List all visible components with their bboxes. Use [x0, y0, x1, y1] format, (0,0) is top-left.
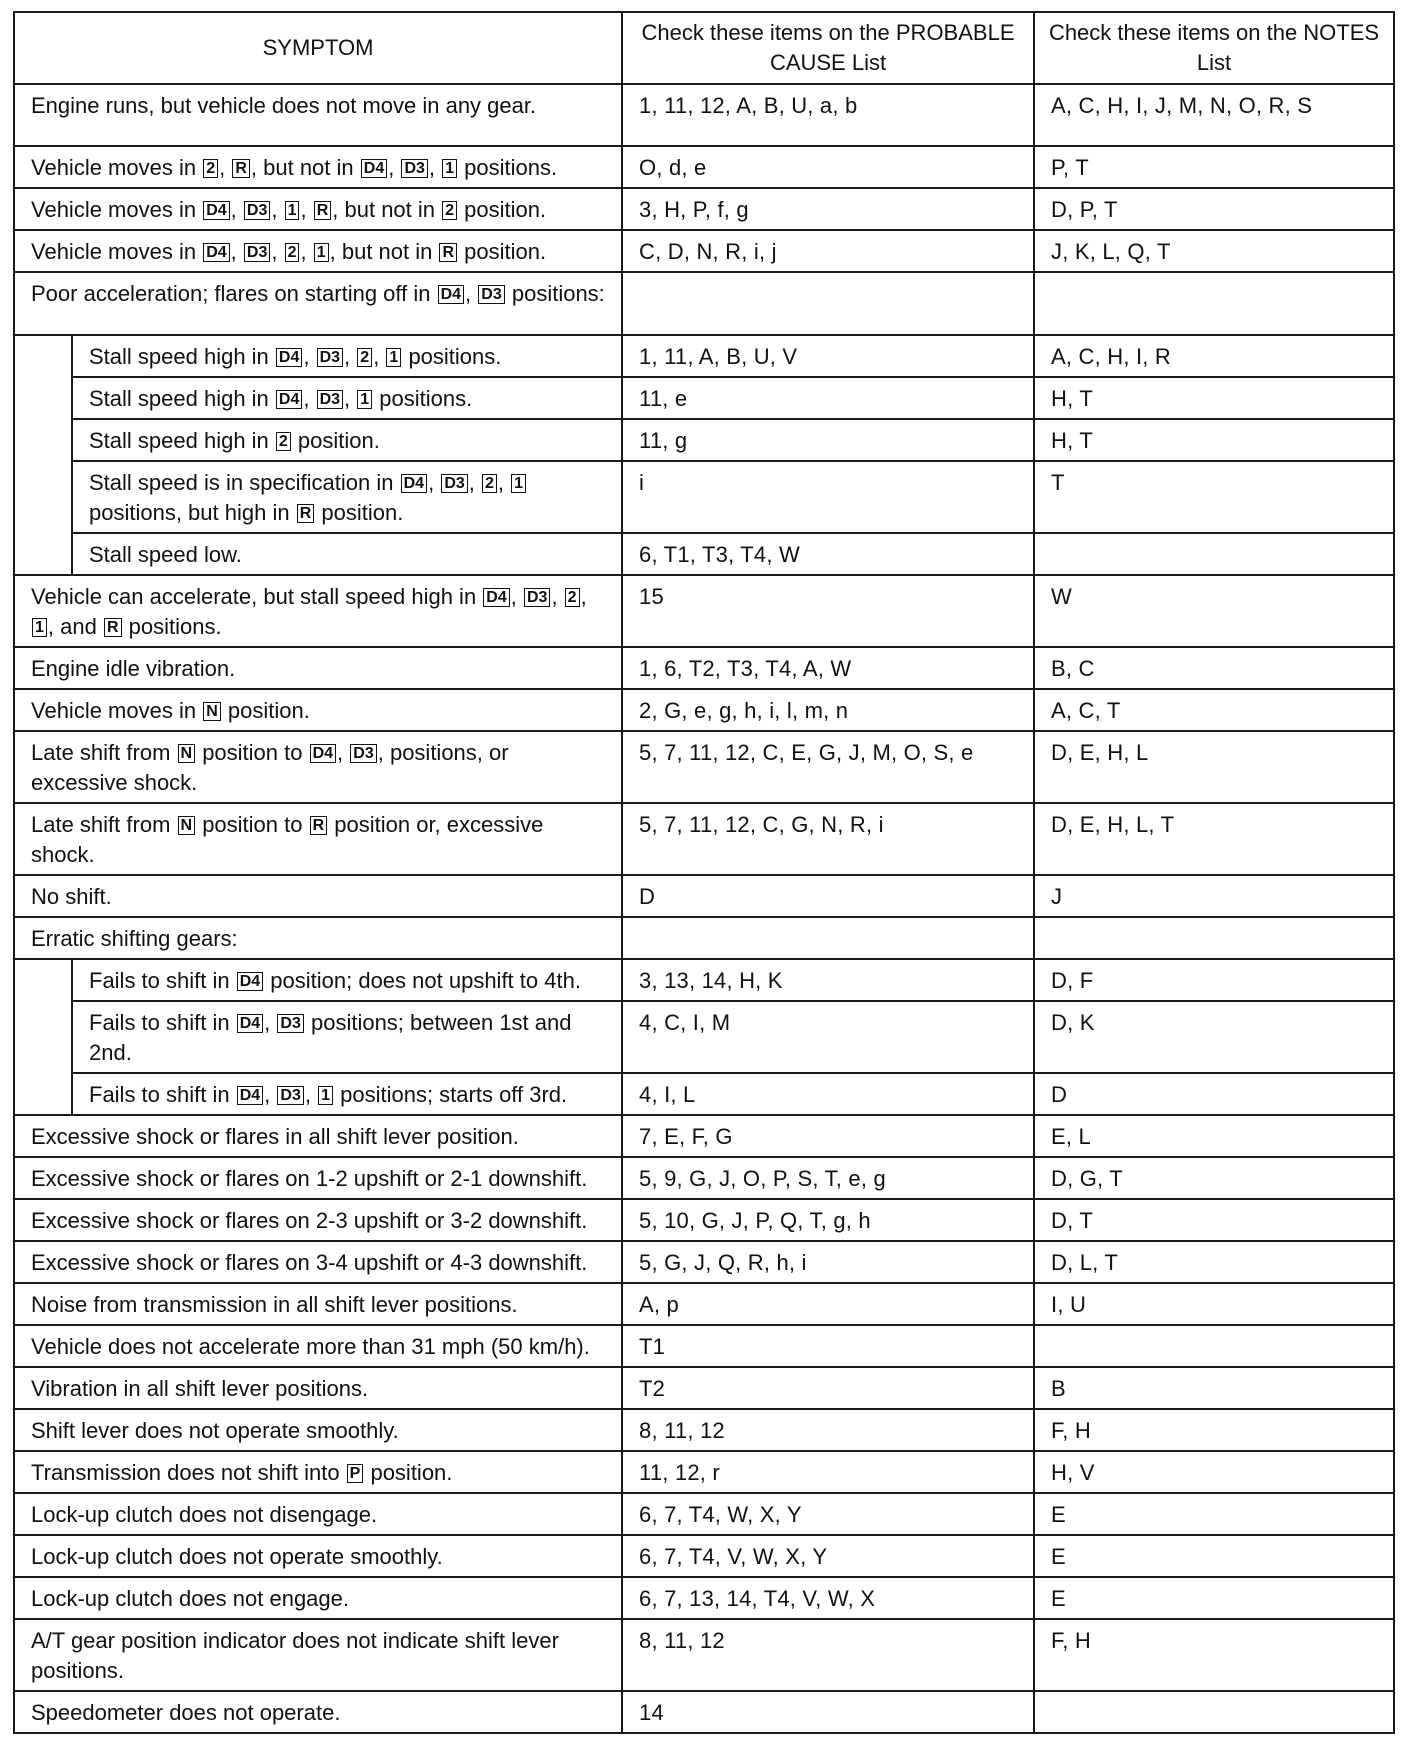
- notes-cell: D, G, T: [1034, 1157, 1394, 1199]
- gear-position-box: 1: [285, 201, 300, 220]
- table-row: [14, 1535, 1394, 1577]
- gear-position-box: D3: [317, 390, 343, 409]
- gear-position-box: P: [347, 1464, 364, 1483]
- notes-cell: D, T: [1034, 1199, 1394, 1241]
- table-row: [14, 875, 1394, 917]
- gear-position-box: R: [232, 159, 250, 178]
- symptom-cell: Noise from transmission in all shift lever positions.: [14, 1283, 622, 1325]
- gear-position-box: D3: [277, 1086, 303, 1105]
- notes-cell: J, K, L, Q, T: [1034, 230, 1394, 272]
- symptom-cell: Excessive shock or flares in all shift lever position.: [14, 1115, 622, 1157]
- probable-cause-cell: 5, 7, 11, 12, C, E, G, J, M, O, S, e: [622, 731, 1034, 803]
- table-row: [14, 1691, 1394, 1733]
- gear-position-box: D3: [441, 474, 467, 493]
- notes-cell: D: [1034, 1073, 1394, 1115]
- table-row: [14, 188, 1394, 230]
- gear-position-box: 1: [357, 390, 372, 409]
- notes-cell: [1034, 533, 1394, 575]
- table-row: [14, 803, 1394, 875]
- notes-cell: D, E, H, L: [1034, 731, 1394, 803]
- symptom-cell: Lock-up clutch does not engage.: [14, 1577, 622, 1619]
- table-row: [14, 1451, 1394, 1493]
- gear-position-box: N: [178, 816, 196, 835]
- indent-spacer: [14, 335, 72, 575]
- gear-position-box: D3: [524, 588, 550, 607]
- symptom-cell: No shift.: [14, 875, 622, 917]
- symptom-cell: Stall speed high in D4 , D3 , 1 positions.: [72, 377, 622, 419]
- symptom-cell: Engine idle vibration.: [14, 647, 622, 689]
- probable-cause-cell: 4, I, L: [622, 1073, 1034, 1115]
- table-row: [14, 917, 1394, 959]
- table-row: [14, 1283, 1394, 1325]
- gear-position-box: D3: [244, 201, 270, 220]
- notes-cell: D, E, H, L, T: [1034, 803, 1394, 875]
- probable-cause-cell: [622, 272, 1034, 335]
- symptom-cell: A/T gear position indicator does not indicate shift lever positions.: [14, 1619, 622, 1691]
- gear-position-box: D4: [310, 744, 336, 763]
- table-row: [14, 959, 1394, 1001]
- table-row: [14, 146, 1394, 188]
- gear-position-box: D4: [237, 1086, 263, 1105]
- probable-cause-cell: 1, 11, 12, A, B, U, a, b: [622, 84, 1034, 146]
- symptom-cell: Erratic shifting gears:: [14, 917, 622, 959]
- notes-cell: A, C, T: [1034, 689, 1394, 731]
- gear-position-box: D4: [276, 348, 302, 367]
- notes-cell: E: [1034, 1577, 1394, 1619]
- symptom-cell: Stall speed is in specification in D4 , D3 , 2 , 1 positions, but high in R position.: [72, 461, 622, 533]
- indent-spacer: [14, 959, 72, 1115]
- notes-cell: J: [1034, 875, 1394, 917]
- probable-cause-cell: 15: [622, 575, 1034, 647]
- gear-position-box: 2: [482, 474, 497, 493]
- gear-position-box: 2: [203, 159, 218, 178]
- symptom-cell: Transmission does not shift into P position.: [14, 1451, 622, 1493]
- table-row: [14, 575, 1394, 647]
- table-row: [14, 1409, 1394, 1451]
- probable-cause-cell: T2: [622, 1367, 1034, 1409]
- notes-cell: P, T: [1034, 146, 1394, 188]
- table-row: [14, 1493, 1394, 1535]
- table-body: [14, 84, 1394, 1733]
- probable-cause-cell: 1, 11, A, B, U, V: [622, 335, 1034, 377]
- probable-cause-cell: A, p: [622, 1283, 1034, 1325]
- probable-cause-header: Check these items on the PROBABLE CAUSE List: [622, 12, 1034, 84]
- table-row: [14, 230, 1394, 272]
- notes-cell: F, H: [1034, 1619, 1394, 1691]
- symptom-cell: Fails to shift in D4 , D3 , 1 positions; starts off 3rd.: [72, 1073, 622, 1115]
- probable-cause-cell: 6, T1, T3, T4, W: [622, 533, 1034, 575]
- symptom-cell: Shift lever does not operate smoothly.: [14, 1409, 622, 1451]
- notes-cell: H, T: [1034, 377, 1394, 419]
- troubleshooting-table: [13, 11, 1395, 1734]
- probable-cause-cell: 11, 12, r: [622, 1451, 1034, 1493]
- table-row: [14, 272, 1394, 335]
- gear-position-box: D4: [276, 390, 302, 409]
- table-row: [14, 461, 1394, 533]
- symptom-cell: Stall speed high in 2 position.: [72, 419, 622, 461]
- probable-cause-cell: C, D, N, R, i, j: [622, 230, 1034, 272]
- notes-cell: F, H: [1034, 1409, 1394, 1451]
- probable-cause-cell: 7, E, F, G: [622, 1115, 1034, 1157]
- gear-position-box: 2: [357, 348, 372, 367]
- symptom-cell: Vibration in all shift lever positions.: [14, 1367, 622, 1409]
- notes-cell: T: [1034, 461, 1394, 533]
- symptom-cell: Excessive shock or flares on 1-2 upshift or 2-1 downshift.: [14, 1157, 622, 1199]
- symptom-cell: Lock-up clutch does not operate smoothly.: [14, 1535, 622, 1577]
- symptom-cell: Poor acceleration; flares on starting off in D4 , D3 positions:: [14, 272, 622, 335]
- gear-position-box: 2: [276, 432, 291, 451]
- notes-cell: H, T: [1034, 419, 1394, 461]
- gear-position-box: D3: [277, 1014, 303, 1033]
- table-row: [14, 1577, 1394, 1619]
- probable-cause-cell: 14: [622, 1691, 1034, 1733]
- symptom-header: SYMPTOM: [14, 12, 622, 84]
- notes-cell: B: [1034, 1367, 1394, 1409]
- table-row: [14, 84, 1394, 146]
- notes-cell: [1034, 917, 1394, 959]
- symptom-cell: Vehicle moves in D4 , D3 , 2 , 1 , but not in R position.: [14, 230, 622, 272]
- table-row: [14, 689, 1394, 731]
- notes-cell: [1034, 1691, 1394, 1733]
- probable-cause-cell: 11, g: [622, 419, 1034, 461]
- gear-position-box: D3: [401, 159, 427, 178]
- probable-cause-cell: 3, H, P, f, g: [622, 188, 1034, 230]
- symptom-cell: Vehicle does not accelerate more than 31 mph (50 km/h).: [14, 1325, 622, 1367]
- notes-cell: E: [1034, 1535, 1394, 1577]
- probable-cause-cell: 5, G, J, Q, R, h, i: [622, 1241, 1034, 1283]
- table-row: [14, 1619, 1394, 1691]
- probable-cause-cell: T1: [622, 1325, 1034, 1367]
- gear-position-box: 2: [442, 201, 457, 220]
- probable-cause-cell: 5, 7, 11, 12, C, G, N, R, i: [622, 803, 1034, 875]
- gear-position-box: D4: [203, 243, 229, 262]
- gear-position-box: D4: [401, 474, 427, 493]
- notes-cell: D, L, T: [1034, 1241, 1394, 1283]
- table-row: [14, 1001, 1394, 1073]
- notes-cell: I, U: [1034, 1283, 1394, 1325]
- gear-position-box: 2: [565, 588, 580, 607]
- gear-position-box: D3: [317, 348, 343, 367]
- gear-position-box: D4: [361, 159, 387, 178]
- symptom-cell: Late shift from N position to R position or, excessive shock.: [14, 803, 622, 875]
- gear-position-box: D3: [350, 744, 376, 763]
- gear-position-box: R: [439, 243, 457, 262]
- table-row: [14, 377, 1394, 419]
- gear-position-box: R: [297, 504, 315, 523]
- gear-position-box: D3: [478, 285, 504, 304]
- symptom-cell: Vehicle moves in 2 , R , but not in D4 , D3 , 1 positions.: [14, 146, 622, 188]
- notes-cell: A, C, H, I, R: [1034, 335, 1394, 377]
- probable-cause-cell: 4, C, I, M: [622, 1001, 1034, 1073]
- probable-cause-cell: 5, 9, G, J, O, P, S, T, e, g: [622, 1157, 1034, 1199]
- gear-position-box: D4: [438, 285, 464, 304]
- probable-cause-cell: 5, 10, G, J, P, Q, T, g, h: [622, 1199, 1034, 1241]
- probable-cause-cell: 3, 13, 14, H, K: [622, 959, 1034, 1001]
- notes-cell: [1034, 272, 1394, 335]
- probable-cause-cell: O, d, e: [622, 146, 1034, 188]
- table-row: [14, 1241, 1394, 1283]
- symptom-cell: Vehicle moves in N position.: [14, 689, 622, 731]
- notes-header: Check these items on the NOTES List: [1034, 12, 1394, 84]
- table-row: [14, 1115, 1394, 1157]
- probable-cause-cell: 2, G, e, g, h, i, l, m, n: [622, 689, 1034, 731]
- gear-position-box: D4: [483, 588, 509, 607]
- table-row: [14, 419, 1394, 461]
- probable-cause-cell: [622, 917, 1034, 959]
- gear-position-box: 1: [32, 618, 47, 637]
- notes-cell: B, C: [1034, 647, 1394, 689]
- table-row: [14, 1367, 1394, 1409]
- troubleshooting-table-sheet: [13, 11, 1393, 1734]
- symptom-cell: Vehicle can accelerate, but stall speed high in D4 , D3 , 2 , 1 , and R positions.: [14, 575, 622, 647]
- probable-cause-cell: 8, 11, 12: [622, 1409, 1034, 1451]
- table-row: [14, 1325, 1394, 1367]
- gear-position-box: R: [310, 816, 328, 835]
- gear-position-box: 1: [318, 1086, 333, 1105]
- symptom-cell: Speedometer does not operate.: [14, 1691, 622, 1733]
- table-header-row: [14, 12, 1394, 84]
- symptom-cell: Fails to shift in D4 position; does not upshift to 4th.: [72, 959, 622, 1001]
- notes-cell: E: [1034, 1493, 1394, 1535]
- table-row: [14, 647, 1394, 689]
- probable-cause-cell: 6, 7, T4, V, W, X, Y: [622, 1535, 1034, 1577]
- gear-position-box: D4: [237, 1014, 263, 1033]
- notes-cell: [1034, 1325, 1394, 1367]
- notes-cell: H, V: [1034, 1451, 1394, 1493]
- table-row: [14, 533, 1394, 575]
- gear-position-box: R: [104, 618, 122, 637]
- symptom-cell: Vehicle moves in D4 , D3 , 1 , R , but not in 2 position.: [14, 188, 622, 230]
- table-row: [14, 1199, 1394, 1241]
- gear-position-box: D4: [237, 972, 263, 991]
- table-row: [14, 731, 1394, 803]
- symptom-cell: Late shift from N position to D4 , D3 , positions, or excessive shock.: [14, 731, 622, 803]
- gear-position-box: 1: [442, 159, 457, 178]
- symptom-cell: Excessive shock or flares on 3-4 upshift or 4-3 downshift.: [14, 1241, 622, 1283]
- probable-cause-cell: 1, 6, T2, T3, T4, A, W: [622, 647, 1034, 689]
- gear-position-box: R: [314, 201, 332, 220]
- gear-position-box: 1: [386, 348, 401, 367]
- symptom-cell: Engine runs, but vehicle does not move in any gear.: [14, 84, 622, 146]
- probable-cause-cell: 11, e: [622, 377, 1034, 419]
- notes-cell: A, C, H, I, J, M, N, O, R, S: [1034, 84, 1394, 146]
- table-row: [14, 1073, 1394, 1115]
- gear-position-box: 1: [314, 243, 329, 262]
- symptom-cell: Excessive shock or flares on 2-3 upshift or 3-2 downshift.: [14, 1199, 622, 1241]
- gear-position-box: 1: [511, 474, 526, 493]
- notes-cell: D, K: [1034, 1001, 1394, 1073]
- gear-position-box: D4: [203, 201, 229, 220]
- notes-cell: D, P, T: [1034, 188, 1394, 230]
- gear-position-box: 2: [285, 243, 300, 262]
- probable-cause-cell: 6, 7, T4, W, X, Y: [622, 1493, 1034, 1535]
- gear-position-box: N: [178, 744, 196, 763]
- notes-cell: E, L: [1034, 1115, 1394, 1157]
- symptom-cell: Stall speed high in D4 , D3 , 2 , 1 positions.: [72, 335, 622, 377]
- notes-cell: D, F: [1034, 959, 1394, 1001]
- gear-position-box: N: [203, 702, 221, 721]
- table-row: [14, 335, 1394, 377]
- symptom-cell: Fails to shift in D4 , D3 positions; between 1st and 2nd.: [72, 1001, 622, 1073]
- table-row: [14, 1157, 1394, 1199]
- probable-cause-cell: 8, 11, 12: [622, 1619, 1034, 1691]
- probable-cause-cell: i: [622, 461, 1034, 533]
- probable-cause-cell: 6, 7, 13, 14, T4, V, W, X: [622, 1577, 1034, 1619]
- symptom-cell: Lock-up clutch does not disengage.: [14, 1493, 622, 1535]
- notes-cell: W: [1034, 575, 1394, 647]
- symptom-cell: Stall speed low.: [72, 533, 622, 575]
- gear-position-box: D3: [244, 243, 270, 262]
- probable-cause-cell: D: [622, 875, 1034, 917]
